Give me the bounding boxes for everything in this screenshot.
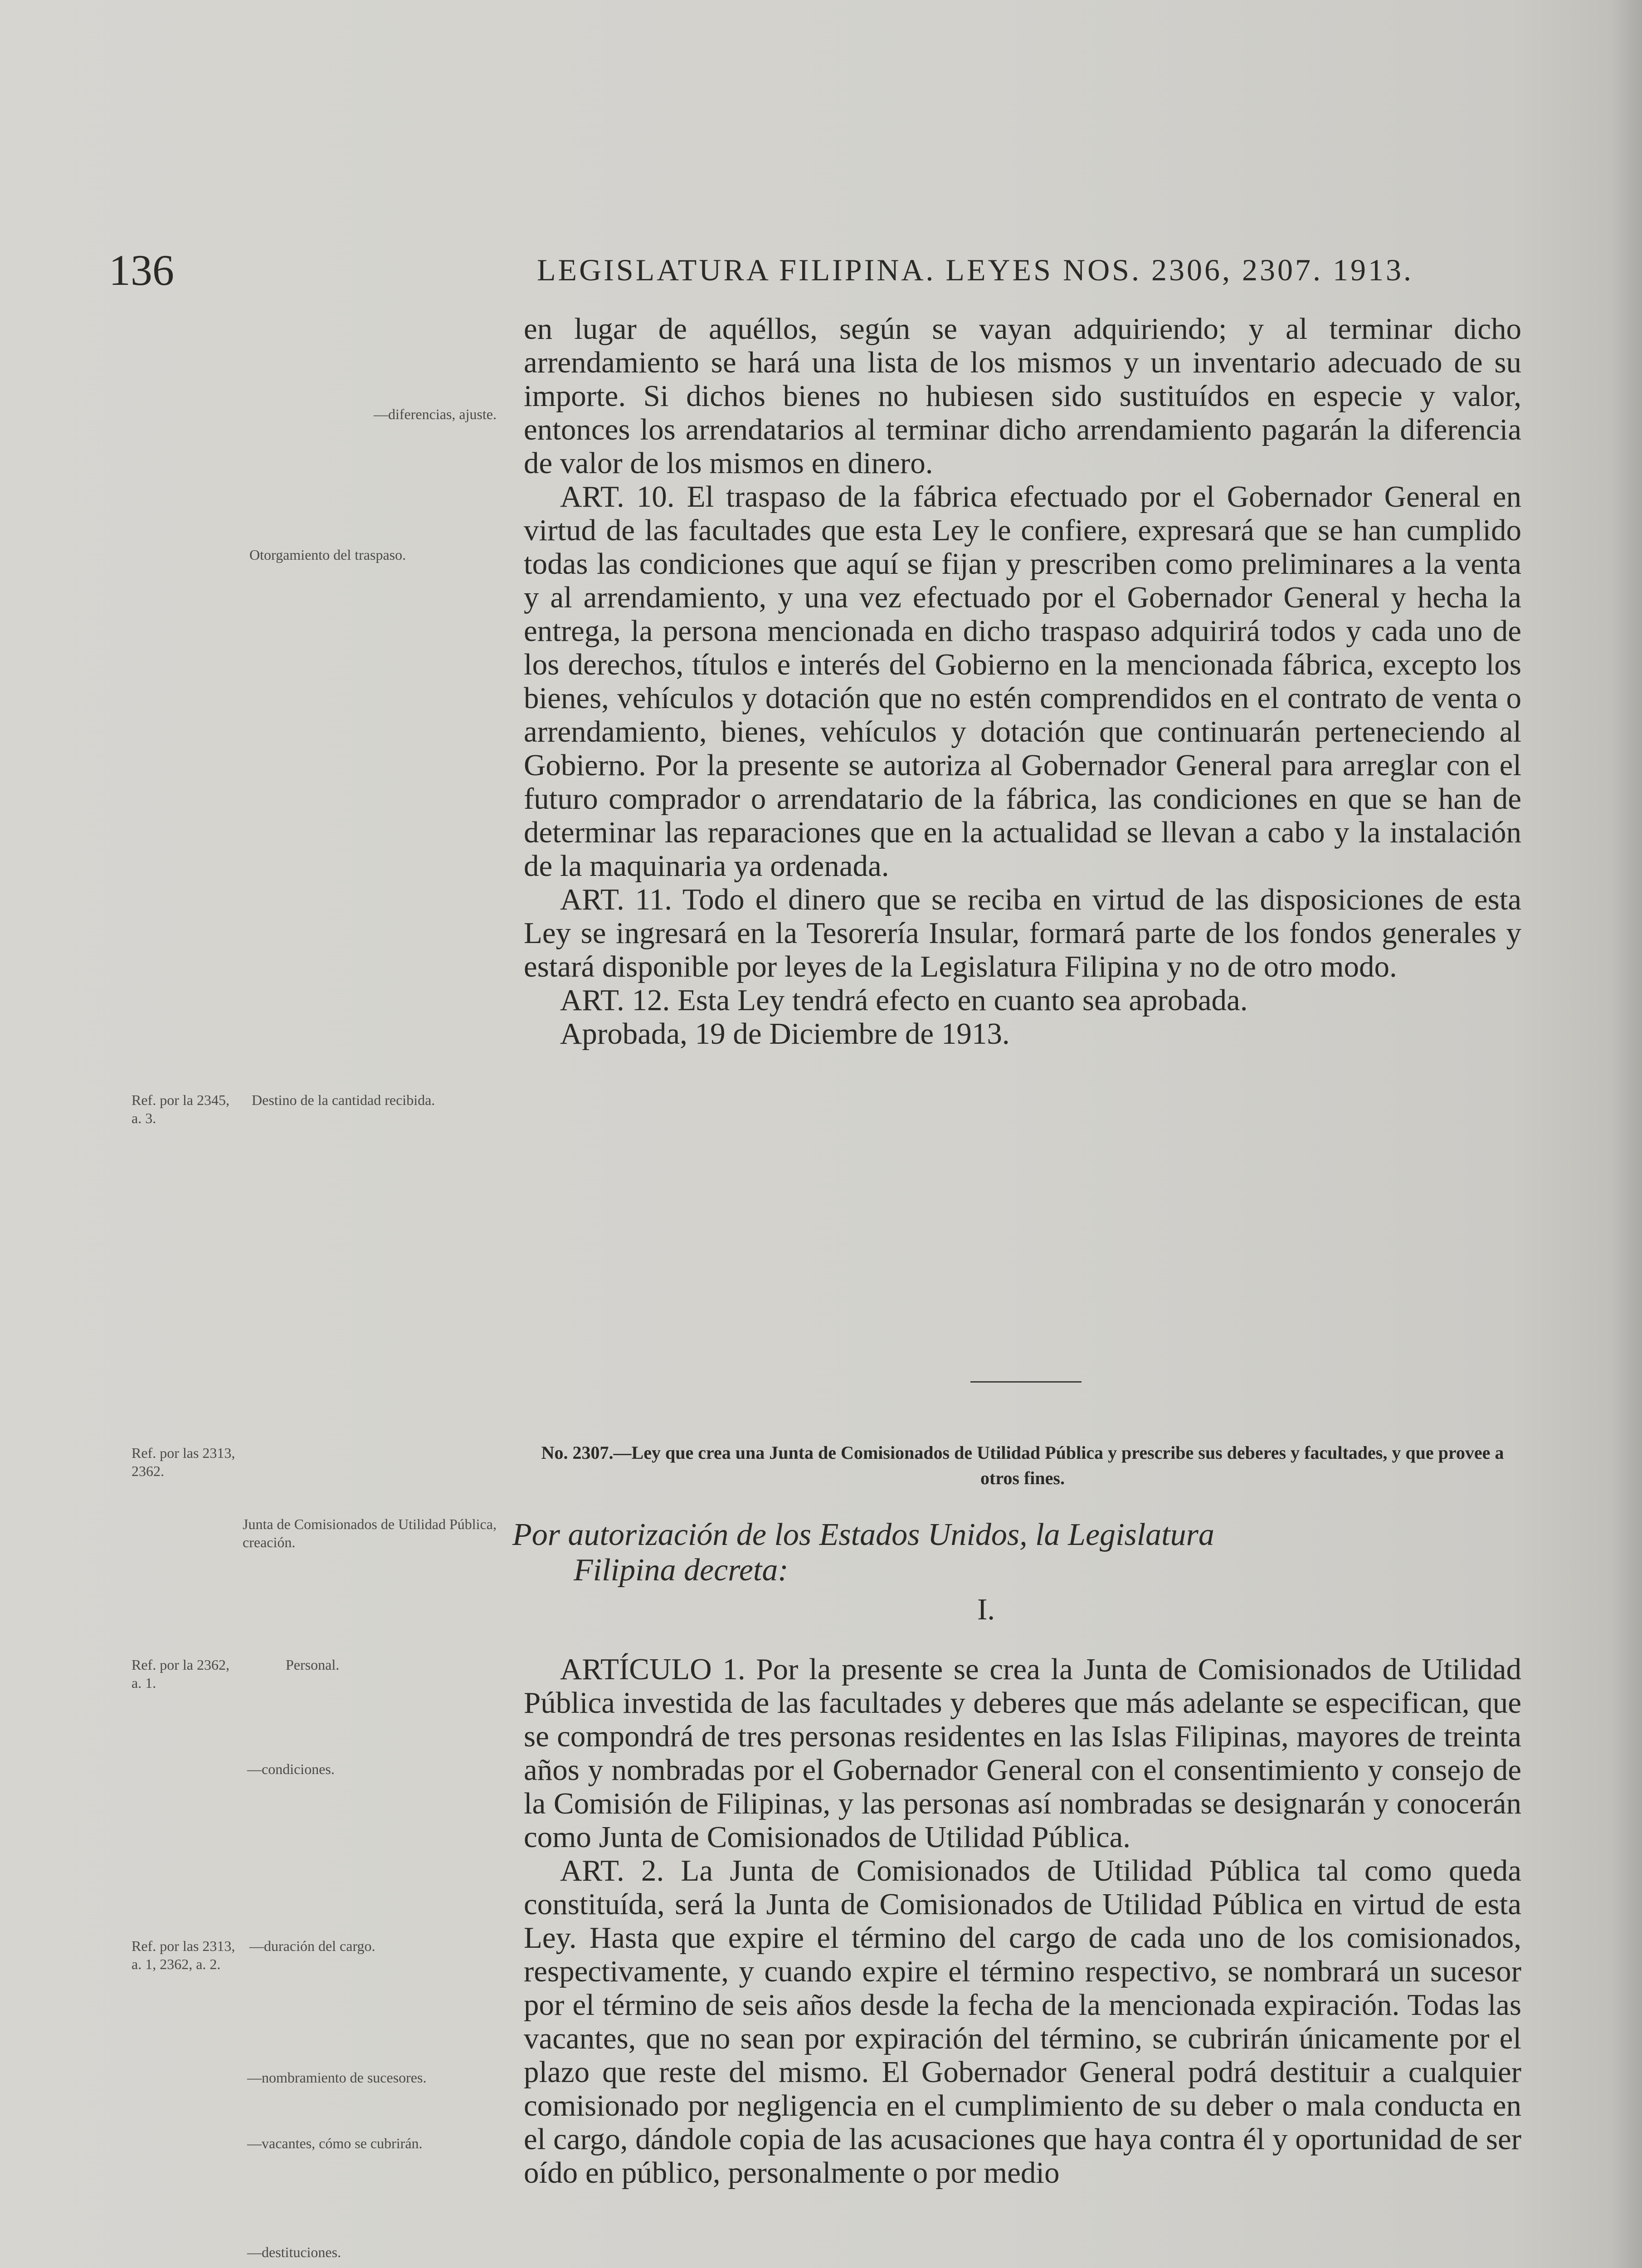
paragraph-art-2: ART. 2. La Junta de Comisionados de Utilidad Pública tal como queda constituída, será la Junta de Comisionados de Utilidad Pública en virtud de esta Ley. Hasta que expire el término del cargo de cada uno de los comisionados, respectivamente, y cuando expire el término respectivo, se nombrará un sucesor por el término de seis años desde la fecha de la mencionada expiración. Todas las vacantes, que no sean por expiración del término, se cubrirán únicamente por el plazo que reste del mismo. El Gobernador General podrá destituir a cualquier comisionado por negligencia en el cumplimiento de su deber o mala conducta en el cargo, dándole copia de las acusaciones que haya contra él y oportunidad de ser oído en público, personalmente o por medio xyxy=(524,1854,1521,2190)
margin-note-vacantes: —vacantes, cómo se cubrirán. xyxy=(247,2135,423,2151)
margin-note-nombramiento: —nombramiento de sucesores. xyxy=(247,2069,427,2086)
margin-note-ref-2313: Ref. por las 2313, 2362. xyxy=(132,1445,235,1479)
margin-note-destino: Destino de la cantidad recibida. xyxy=(252,1092,435,1108)
paragraph-art-12: ART. 12. Esta Ley tendrá efecto en cuanto sea aprobada. xyxy=(560,983,1248,1017)
margin-note-personal: Personal. xyxy=(286,1657,340,1673)
chapter-number: I. xyxy=(977,1593,995,1626)
paragraph-art-11: ART. 11. Todo el dinero que se reciba en virtud de las disposiciones de esta Ley se ingresará en la Tesorería Insular, formará parte de los fondos generales y estará disponible por leyes de la Legislatura Filipina y no de otro modo. xyxy=(524,883,1521,983)
upper-body-text xyxy=(524,312,1521,1051)
margin-note-otorgamiento: Otorgamiento del traspaso. xyxy=(249,547,406,563)
paragraph-lease-end: en lugar de aquéllos, según se vayan adquiriendo; y al terminar dicho arrendamiento se hará una lista de los mismos y un inventario adecuado de su importe. Si dichos bienes no hubiesen sido sustituídos en especie y valor, entonces los arrendatarios al terminar dicho arrendamiento pagarán la diferencia de valor de los mismos en dinero. xyxy=(524,312,1521,480)
margin-note-ref-2313-2362: Ref. por las 2313, a. 1, 2362, a. 2. xyxy=(132,1938,235,1972)
lower-body-text xyxy=(524,1652,1521,2190)
margin-note-condiciones: —condiciones. xyxy=(247,1761,335,1777)
page-number: 136 xyxy=(109,246,174,294)
page-edge-shadow xyxy=(1610,0,1642,2268)
margin-note-ref-2362: Ref. por la 2362, a. 1. xyxy=(132,1657,229,1691)
approval-date: Aprobada, 19 de Diciembre de 1913. xyxy=(560,1017,1010,1051)
running-header xyxy=(109,245,1515,295)
enacting-line-1: Por autorización de los Estados Unidos, la Legislatura xyxy=(512,1517,1214,1552)
paragraph-articulo-1: ARTÍCULO 1. Por la presente se crea la Junta de Comisionados de Utilidad Pública investida de las facultades y deberes que más adelante se especifican, que se compondrá de tres personas residentes en las Islas Filipinas, mayores de treinta años y nombradas por el Gobernador General con el consentimiento y consejo de la Comisión de Filipinas, y las personas así nombradas se designarán y conocerán como Junta de Comisionados de Utilidad Pública. xyxy=(524,1652,1521,1854)
margin-note-ref-2345: Ref. por la 2345, a. 3. xyxy=(132,1092,229,1126)
paragraph-art-10: ART. 10. El traspaso de la fábrica efectuado por el Gobernador General en virtud de las facultades que esta Ley le confiere, expresará que se han cumplido todas las condiciones que aquí se fijan y prescriben como preliminares a la venta y al arrendamiento, y una vez efectuado por el Gobernador General y hecha la entrega, la persona mencionada en dicho traspaso adquirirá todos y cada uno de los derechos, títulos e interés del Gobierno en la mencionada fábrica, excepto los bienes, vehículos y dotación que no estén comprendidos en el contrato de venta o arrendamiento, bienes, vehículos y dotación que continuarán perteneciendo al Gobierno. Por la presente se autoriza al Gobernador General para arreglar con el futuro comprador o arrendatario de la fábrica, las condiciones en que se han de determinar las reparaciones que en la actualidad se llevan a cabo y la instalación de la maquinaria ya ordenada. xyxy=(524,480,1521,883)
enacting-line-2: Filipina decreta: xyxy=(574,1553,789,1588)
enacting-clause xyxy=(512,1517,1528,1588)
law-heading: No. 2307.—Ley que crea una Junta de Comisionados de Utilidad Pública y prescribe sus deberes y facultades, y que provee a otros fines. xyxy=(541,1442,1504,1488)
section-divider xyxy=(970,1381,1082,1383)
margin-note-destituciones: —destituciones. xyxy=(247,2244,341,2260)
margin-note-junta: Junta de Comisionados de Utilidad Pública, creación. xyxy=(243,1516,497,1550)
margin-note-diferencias: —diferencias, ajuste. xyxy=(374,406,497,422)
margin-note-duracion: —duración del cargo. xyxy=(249,1938,375,1954)
running-title: LEGISLATURA FILIPINA. LEYES NOS. 2306, 2307. 1913. xyxy=(537,253,1413,287)
